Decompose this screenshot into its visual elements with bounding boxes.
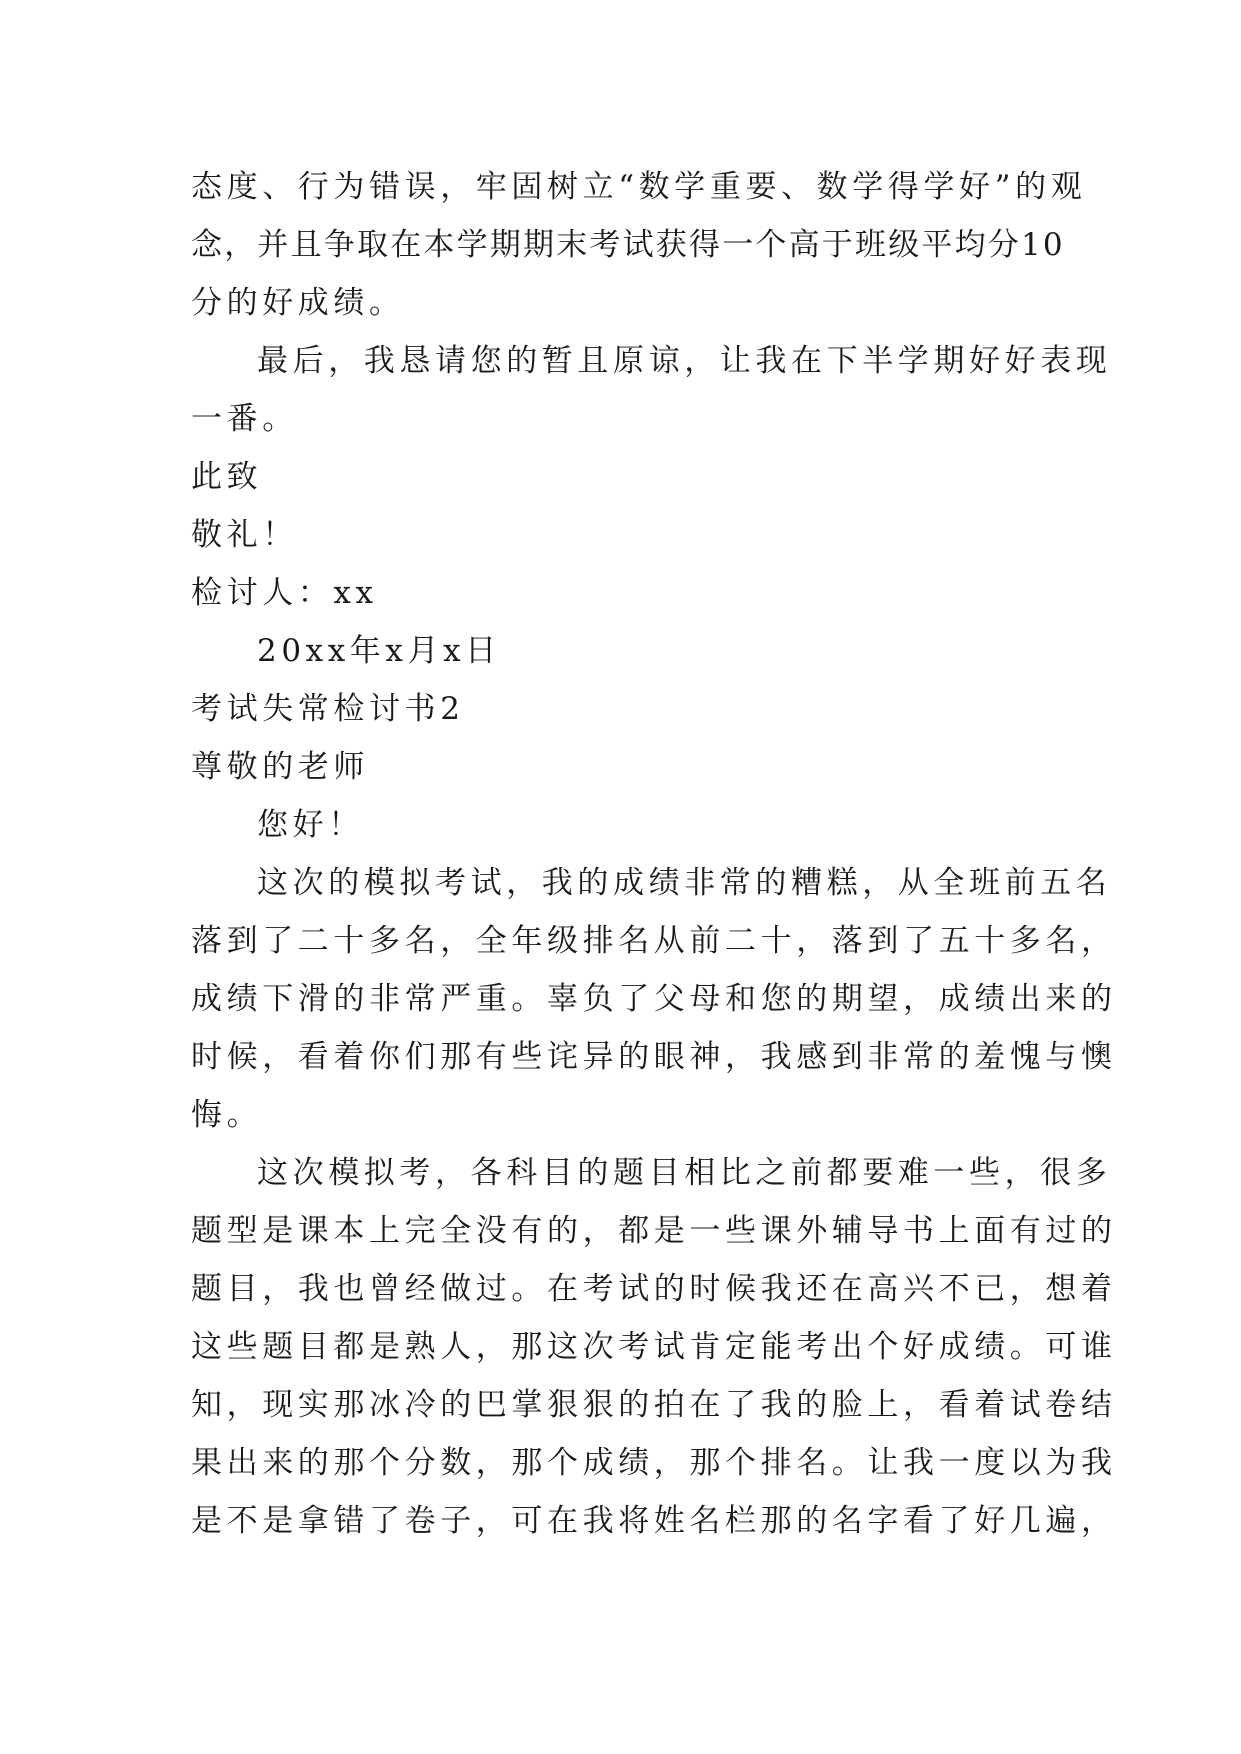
text-line: 知，现实那冰冷的巴掌狠狠的拍在了我的脸上，看着试卷结 xyxy=(191,1387,1117,1423)
text-line: 题型是课本上完全没有的，都是一些课外辅导书上面有过的 xyxy=(191,1213,1117,1249)
salutation-line-1: 此致 xyxy=(191,459,263,495)
text-line: 分的好成绩。 xyxy=(191,285,405,321)
recipient-line: 尊敬的老师 xyxy=(191,749,369,785)
text-line: 落到了二十多名，全年级排名从前二十，落到了五十多名， xyxy=(191,923,1117,959)
text-line: 念，并且争取在本学期期末考试获得一个高于班级平均分10 xyxy=(191,227,1065,263)
closing-block xyxy=(191,448,1061,680)
second-letter xyxy=(191,680,1117,1550)
document-body xyxy=(191,158,1117,1550)
text-line: 成绩下滑的非常严重。辜负了父母和您的期望，成绩出来的 xyxy=(191,981,1117,1017)
letter-title: 考试失常检讨书2 xyxy=(191,691,465,727)
text-line: 一番。 xyxy=(191,401,298,437)
text-line: 这次模拟考，各科目的题目相比之前都要难一些，很多 xyxy=(257,1155,1112,1191)
text-line: 是不是拿错了卷子，可在我将姓名栏那的名字看了好几遍， xyxy=(191,1503,1117,1539)
text-line: 这次的模拟考试，我的成绩非常的糟糕，从全班前五名 xyxy=(257,865,1112,901)
paragraph-1 xyxy=(191,158,1087,332)
letter-paragraph-2 xyxy=(191,1144,1117,1550)
paragraph-2 xyxy=(191,332,1112,448)
text-line: 最后，我恳请您的暂且原谅，让我在下半学期好好表现 xyxy=(257,343,1112,379)
text-line: 果出来的那个分数，那个成绩，那个排名。让我一度以为我 xyxy=(191,1445,1117,1481)
text-line: 时候，看着你们那有些诧异的眼神，我感到非常的羞愧与懊 xyxy=(191,1039,1117,1075)
date-line: 20xx年x月x日 xyxy=(257,633,501,669)
text-line: 态度、行为错误，牢固树立“数学重要、数学得学好”的观 xyxy=(191,169,1087,205)
greeting-line: 您好！ xyxy=(257,807,364,843)
text-line: 题目，我也曾经做过。在考试的时候我还在高兴不已，想着 xyxy=(191,1271,1117,1307)
signer-line: 检讨人：xx xyxy=(191,575,378,611)
text-line: 这些题目都是熟人，那这次考试肯定能考出个好成绩。可谁 xyxy=(191,1329,1117,1365)
text-line: 悔。 xyxy=(191,1097,263,1133)
salutation-line-2: 敬礼！ xyxy=(191,517,298,553)
letter-paragraph-1 xyxy=(191,854,1117,1144)
